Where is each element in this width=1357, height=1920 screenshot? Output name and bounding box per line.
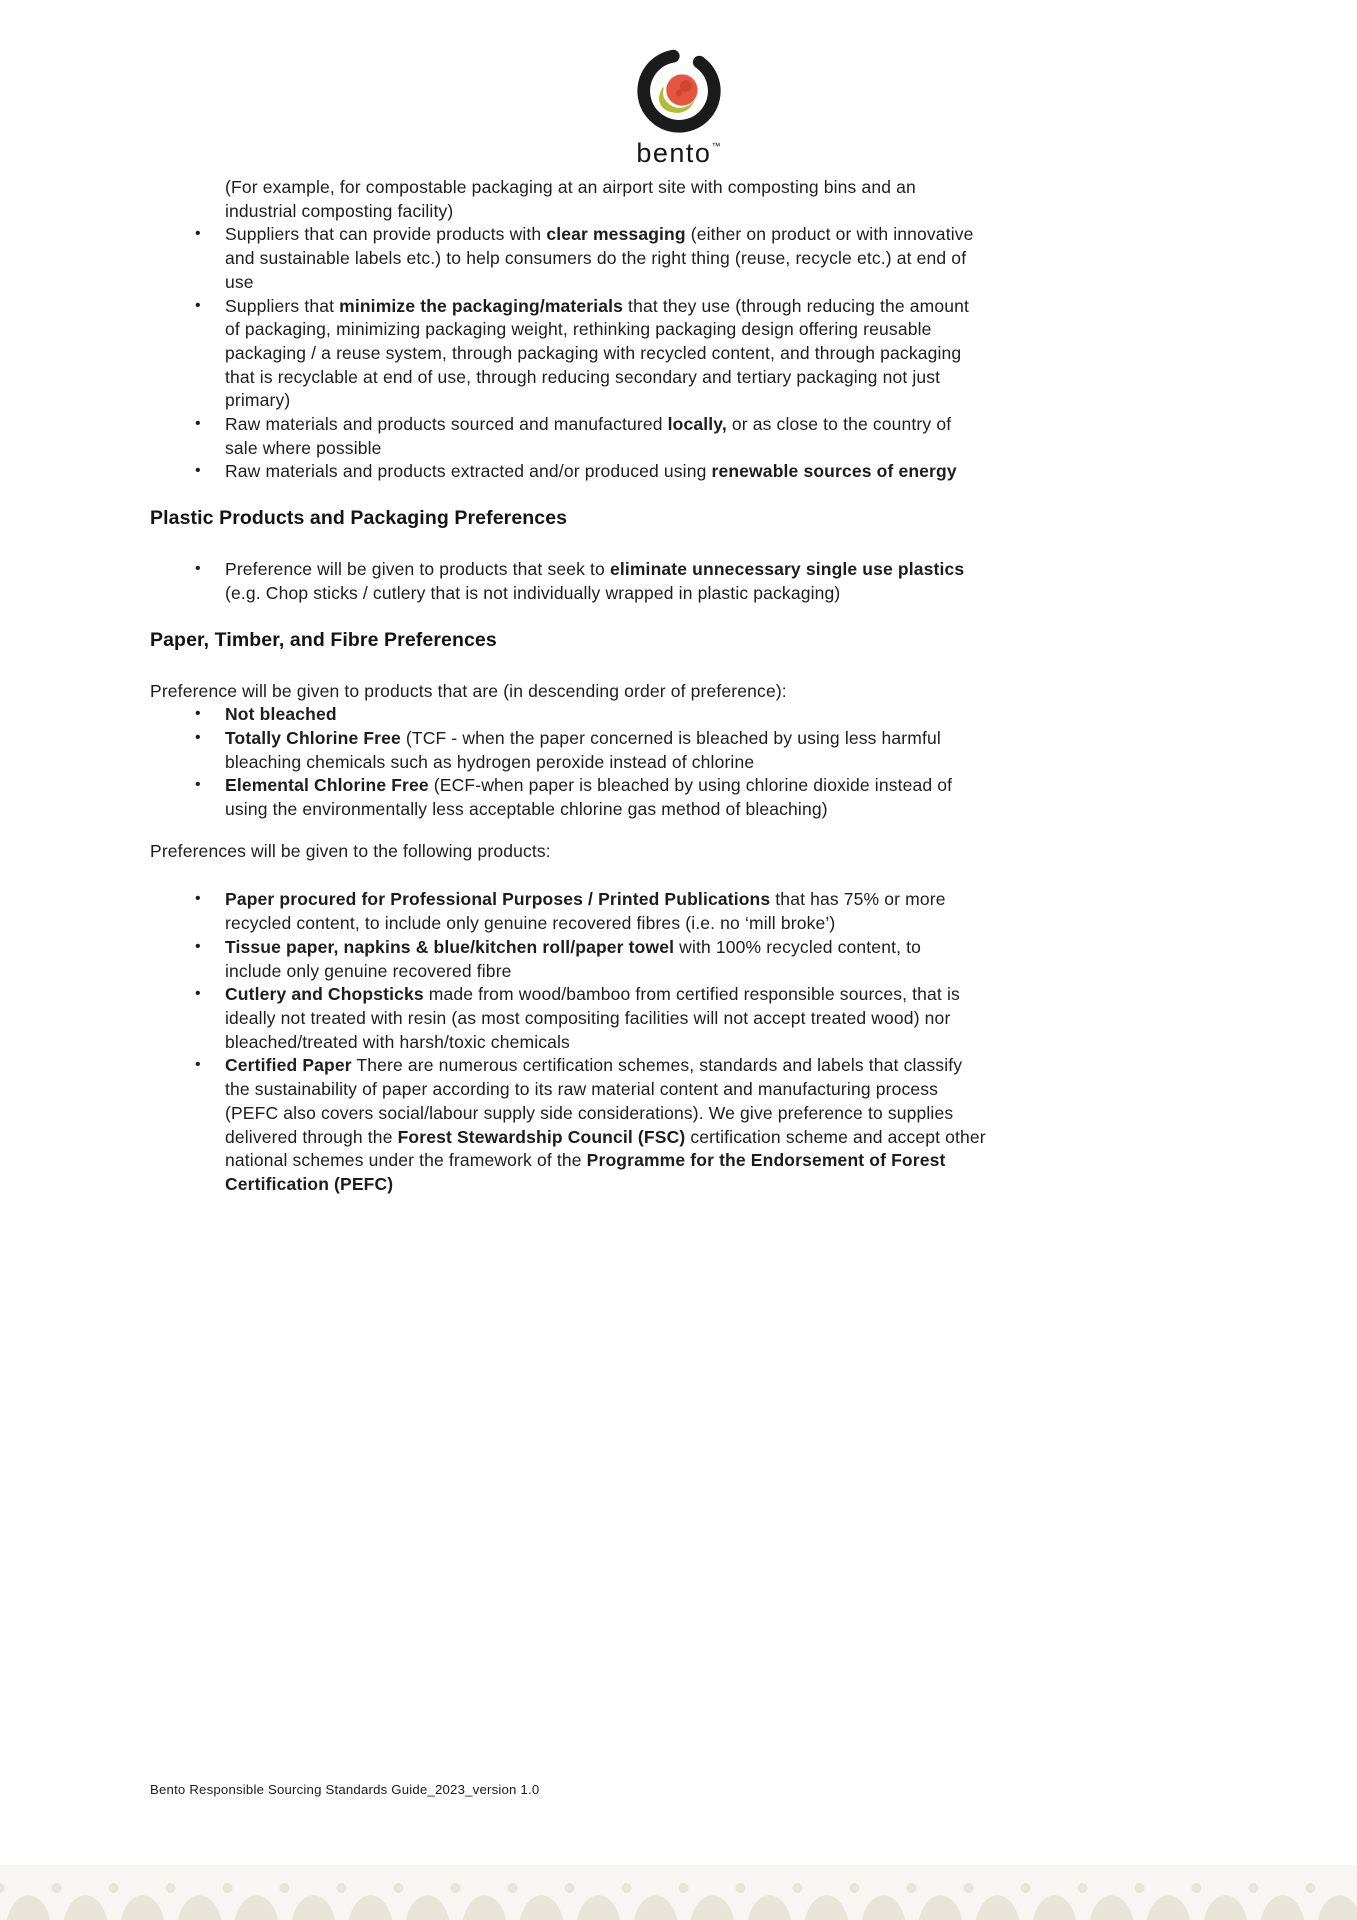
bullet-item [150,223,1185,294]
text-run: Certified Paper There are numerous certification schemes, standards and labels that classify the sustainability of paper according to its raw material content and manufacturing process (PEFC also covers social/labour supply side considerations). We give preference to supplies delivered through the Forest Stewardship Council (FSC) certification scheme and accept other national schemes under the framework of the Programme for the Endorsement of Forest Certification (PEFC) [225,1055,986,1194]
bullet-item [150,888,1185,935]
text-run: Tissue paper, napkins & blue/kitchen roll/paper towel with 100% recycled content, to include only genuine recovered fibre [225,936,922,981]
bullet-item [150,295,1185,414]
text-run: Plastic Products and Packaging Preferences [150,507,568,530]
text-run: (For example, for compostable packaging at an airport site with composting bins and an industrial composting facility) [225,177,916,221]
text-run: Totally Chlorine Free (TCF - when the paper concerned is bleached by using less harmful bleaching chemicals such as hydrogen peroxide instead of chlorine [225,727,941,772]
bullet-icon: • [195,296,201,314]
brand-wordmark: bento [636,138,712,168]
text-run: Paper, Timber, and Fibre Preferences [150,628,497,651]
document-content [150,176,1185,1197]
paragraph [150,176,1185,223]
bullet-item [150,558,1185,605]
section-heading [150,628,1185,652]
paragraph [150,840,1185,864]
bullet-item [150,1054,1185,1196]
bullet-item [150,727,1185,774]
trademark-mark: ™ [711,141,721,151]
bullet-item [150,413,1185,460]
bullet-icon: • [195,560,201,578]
footer-note: Bento Responsible Sourcing Standards Guide_2023_version 1.0 [150,1782,540,1797]
paragraph [150,680,1185,704]
bullet-item [150,703,1185,727]
text-run: Suppliers that can provide products with clear messaging (either on product or with innovative and sustainable labels etc.) to help consumers do the right thing (reuse, recycle etc.) at end of use [225,224,974,292]
bullet-item [150,460,1185,484]
text-run: Raw materials and products sourced and manufactured locally, or as close to the country of sale where possible [225,414,952,458]
bullet-icon: • [195,1056,201,1074]
text-run: Suppliers that minimize the packaging/materials that they use (through reducing the amount of packaging, minimizing packaging weight, rethinking packaging design offering reusable packaging / a reuse system, through packaging with recycled content, and through packaging that is recyclable at end of use, through reducing secondary and tertiary packaging not just primary) [225,295,970,411]
bullet-icon: • [195,705,201,723]
brand-logo [0,42,1357,167]
text-run: Preference will be given to products that are (in descending order of preference): [150,680,787,701]
bullet-icon: • [195,937,201,955]
bottom-border-decoration [0,1865,1357,1920]
text-run: Not bleached [225,704,337,725]
text-run: Elemental Chlorine Free (ECF-when paper is bleached by using chlorine dioxide instead of using the environmentally less acceptable chlorine gas method of bleaching) [225,775,953,820]
bullet-icon: • [195,776,201,794]
section-heading [150,506,1185,530]
bullet-icon: • [195,462,201,480]
bullet-icon: • [195,985,201,1003]
bullet-item [150,983,1185,1054]
text-run: Preferences will be given to the following products: [150,840,551,861]
bullet-item [150,774,1185,821]
text-run: Paper procured for Professional Purposes / Printed Publications that has 75% or more recycled content, to include only genuine recovered fibres (i.e. no ‘mill broke’) [225,889,946,934]
bullet-item [150,936,1185,983]
bullet-icon: • [195,890,201,908]
text-run: Cutlery and Chopsticks made from wood/bamboo from certified responsible sources, that is ideally not treated with resin (as most compositing facilities will not accept treated wood) nor bleached/treated with harsh/toxic chemicals [225,984,960,1052]
text-run: Raw materials and products extracted and/or produced using renewable sources of energy [225,461,957,482]
bento-logo-icon [630,42,728,140]
bullet-icon: • [195,225,201,243]
bullet-icon: • [195,728,201,746]
bullet-icon: • [195,415,201,433]
text-run: Preference will be given to products that seek to eliminate unnecessary single use plastics (e.g. Chop sticks / cutlery that is not individually wrapped in plastic packaging) [225,559,965,603]
